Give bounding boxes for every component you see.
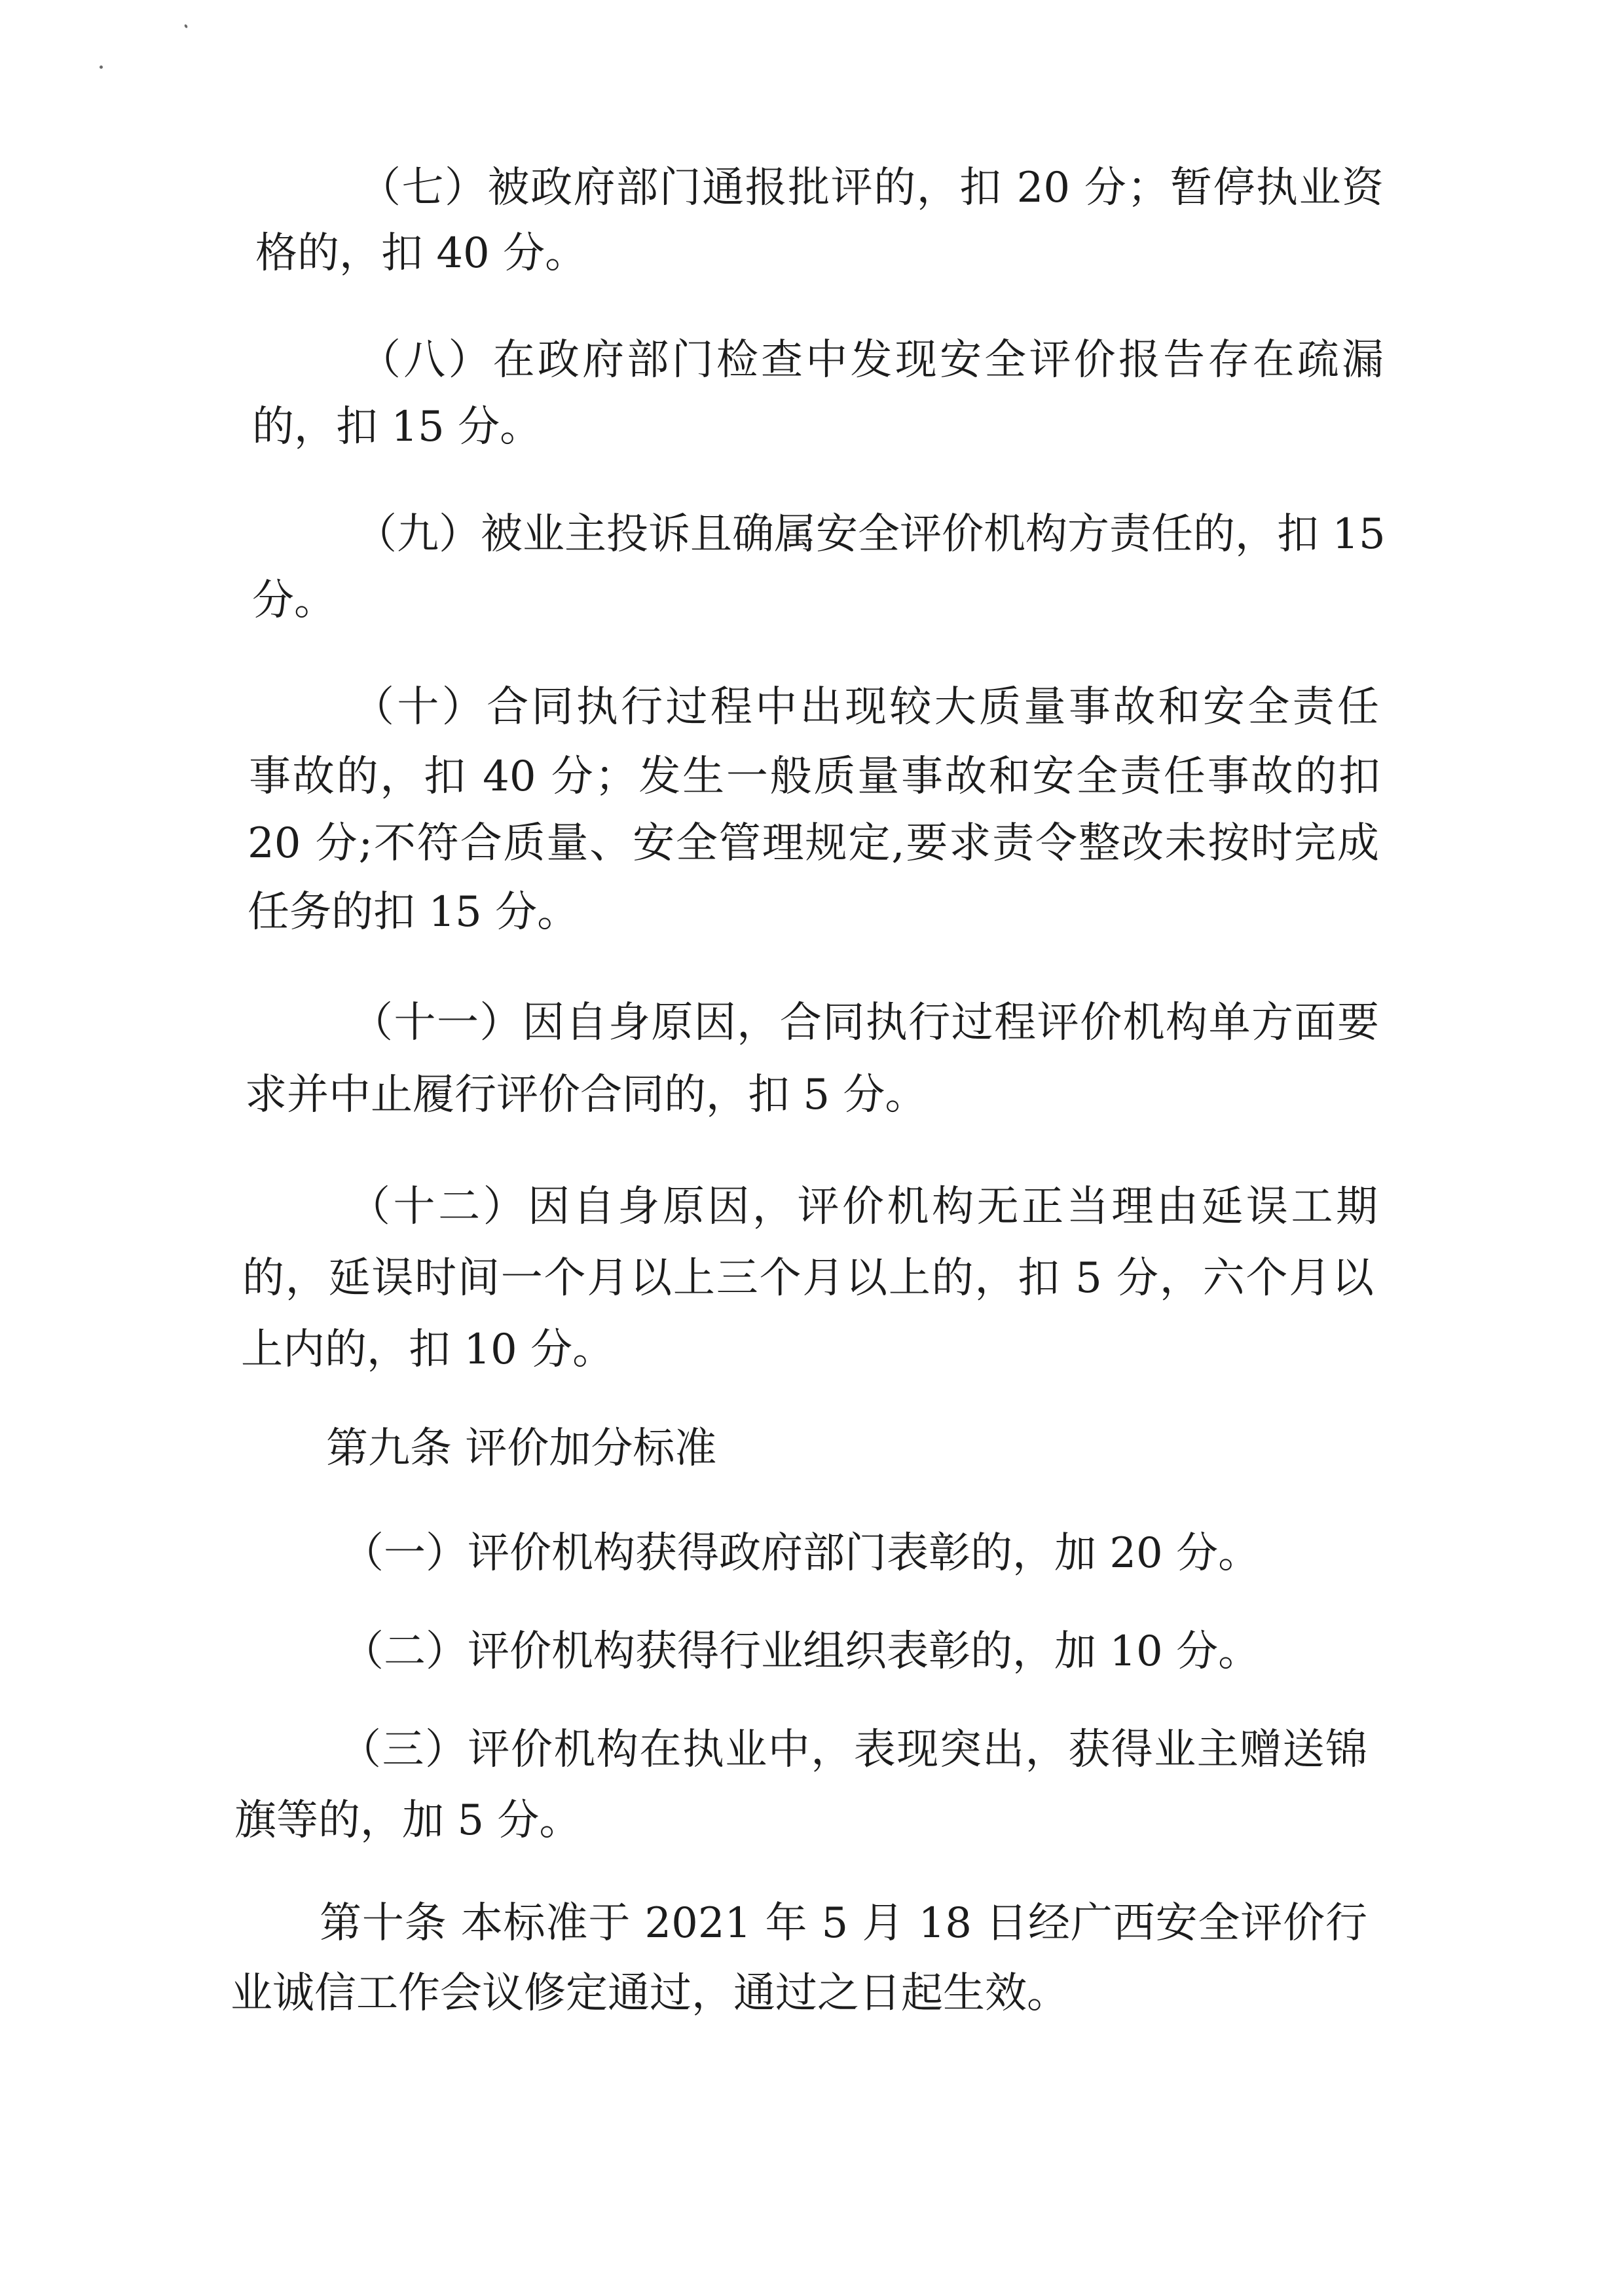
paragraph-item-8-line-2: 的，扣 15 分。 [252, 403, 542, 451]
scan-speck [100, 65, 103, 69]
paragraph-item-10-line-2: 事故的，扣 40 分；发生一般质量事故和安全责任事故的扣 [249, 752, 1380, 801]
paragraph-bonus-2: （二）评价机构获得行业组织表彰的，加 10 分。 [342, 1627, 1261, 1676]
article-10-line-2: 业诚信工作会议修定通过，通过之日起生效。 [231, 1969, 1069, 2018]
scan-speck [184, 24, 188, 28]
paragraph-bonus-1: （一）评价机构获得政府部门表彰的，加 20 分。 [342, 1529, 1261, 1578]
paragraph-bonus-3-line-1: （三）评价机构在执业中，表现突出，获得业主赠送锦 [339, 1726, 1367, 1774]
paragraph-item-10-line-1: （十）合同执行过程中出现较大质量事故和安全责任 [352, 683, 1379, 731]
paragraph-item-12-line-2: 的，延误时间一个月以上三个月以上的，扣 5 分，六个月以 [242, 1254, 1374, 1303]
paragraph-item-10-line-3: 20 分;不符合质量、安全管理规定,要求责令整改未按时完成 [248, 819, 1379, 868]
paragraph-item-11-line-2: 求并中止履行评价合同的，扣 5 分。 [245, 1071, 927, 1119]
paragraph-item-7-line-2: 格的，扣 40 分。 [255, 229, 587, 278]
paragraph-item-11-line-1: （十一）因自身原因，合同执行过程评价机构单方面要 [351, 999, 1379, 1047]
article-10-line-1: 第十条 本标准于 2021 年 5 月 18 日经广西安全评价行 [320, 1899, 1367, 1948]
paragraph-item-10-line-4: 任务的扣 15 分。 [248, 888, 580, 936]
paragraph-item-12-line-3: 上内的，扣 10 分。 [241, 1325, 615, 1374]
article-9-heading: 第九条 评价加分标准 [326, 1424, 717, 1473]
paragraph-item-7-line-1: （七）被政府部门通报批评的，扣 20 分；暂停执业资 [359, 164, 1384, 212]
paragraph-bonus-3-line-2: 旗等的，加 5 分。 [234, 1796, 581, 1845]
paragraph-item-9-line-1: （九）被业主投诉且确属安全评价机构方责任的，扣 15 [355, 510, 1386, 559]
paragraph-item-8-line-1: （八）在政府部门检查中发现安全评价报告存在疏漏 [359, 336, 1384, 384]
paragraph-item-12-line-1: （十二）因自身原因，评价机构无正当理由延误工期 [348, 1183, 1378, 1231]
paragraph-item-9-line-2: 分。 [252, 576, 336, 625]
